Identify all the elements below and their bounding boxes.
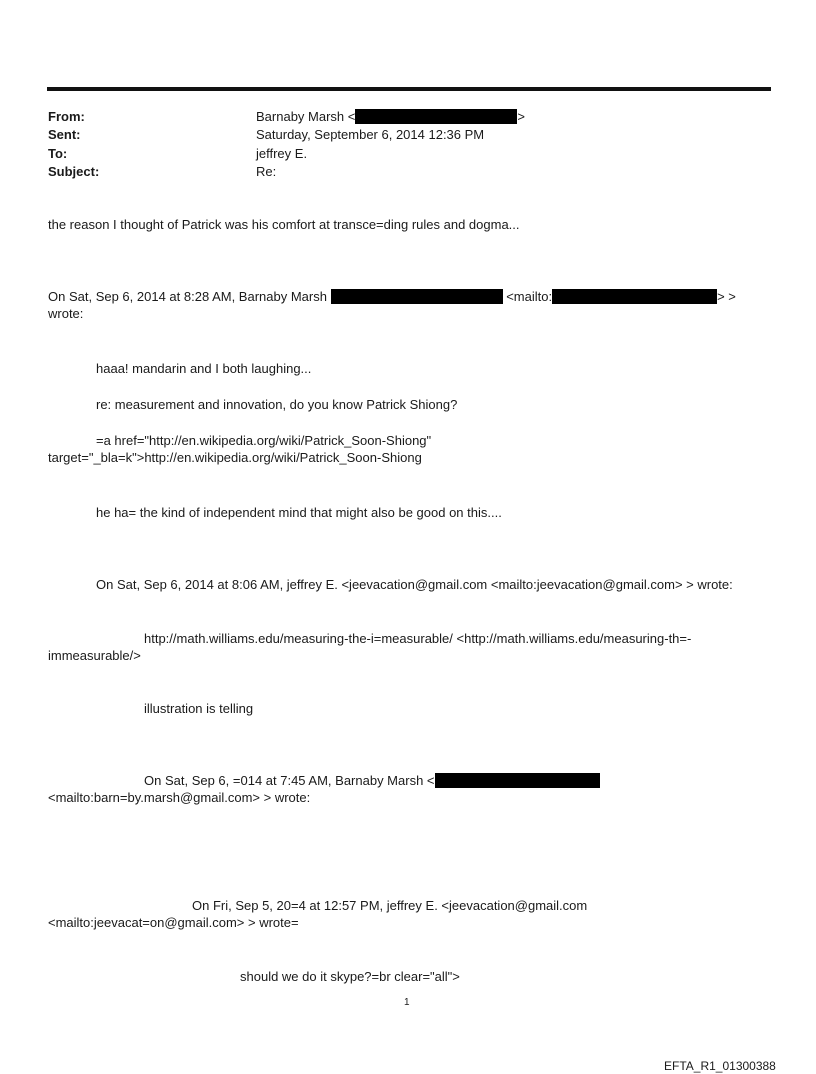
sent-label: Sent: [48, 127, 81, 142]
quote-header-cont: <mailto:jeevacat=on@gmail.com> > wrote= [48, 915, 299, 930]
body-paragraph: =a href="http://en.wikipedia.org/wiki/Patrick_Soon-Shiong" [96, 433, 432, 448]
subject-value: Re: [256, 164, 277, 179]
document-id: EFTA_R1_01300388 [664, 1059, 776, 1073]
body-paragraph: should we do it skype?=br clear="all"> [240, 969, 460, 984]
body-paragraph: the reason I thought of Patrick was his comfort at transce=ding rules and dogma... [48, 217, 520, 232]
from-name: Barnaby Marsh < [256, 109, 356, 124]
body-paragraph: he ha= the kind of independent mind that might also be good on this.... [96, 505, 502, 520]
from-value [256, 109, 525, 125]
quote-close: > > [717, 289, 736, 304]
sent-value: Saturday, September 6, 2014 12:36 PM [256, 127, 485, 142]
redaction-block [552, 289, 717, 304]
from-label: From: [48, 109, 85, 124]
subject-label: Subject: [48, 164, 100, 179]
to-label: To: [48, 146, 68, 161]
page-number: 1 [404, 997, 410, 1008]
redaction-block [355, 109, 517, 124]
to-value: jeffrey E. [256, 146, 308, 161]
body-paragraph: re: measurement and innovation, do you know Patrick Shiong? [96, 397, 458, 412]
quote-wrote: wrote: [48, 306, 84, 321]
quote-header-text: On Sat, Sep 6, 2014 at 8:28 AM, Barnaby Marsh [48, 289, 327, 304]
quote-header [48, 289, 736, 305]
from-close: > [517, 109, 525, 124]
redaction-block [331, 289, 503, 304]
body-paragraph: illustration is telling [144, 701, 254, 716]
quote-header: On Sat, Sep 6, 2014 at 8:06 AM, jeffrey E. <jeevacation@gmail.com <mailto:jeevacation@gmail.com> > wrote: [96, 577, 733, 592]
body-paragraph: immeasurable/> [48, 648, 141, 663]
quote-header-cont: <mailto:barn=by.marsh@gmail.com> > wrote: [48, 790, 311, 805]
body-paragraph: target="_bla=k">http://en.wikipedia.org/wiki/Patrick_Soon-Shiong [48, 450, 422, 465]
quote-mailto: <mailto: [506, 289, 553, 304]
quote-header: On Fri, Sep 5, 20=4 at 12:57 PM, jeffrey E. <jeevacation@gmail.com [192, 898, 588, 913]
body-paragraph: http://math.williams.edu/measuring-the-i=measurable/ <http://math.williams.edu/measuring-th=- [144, 631, 692, 646]
quote-header [144, 773, 600, 789]
body-paragraph: haaa! mandarin and I both laughing... [96, 361, 312, 376]
redaction-block [435, 773, 600, 788]
header-rule [47, 87, 771, 91]
quote-header-text: On Sat, Sep 6, =014 at 7:45 AM, Barnaby Marsh < [144, 773, 435, 788]
